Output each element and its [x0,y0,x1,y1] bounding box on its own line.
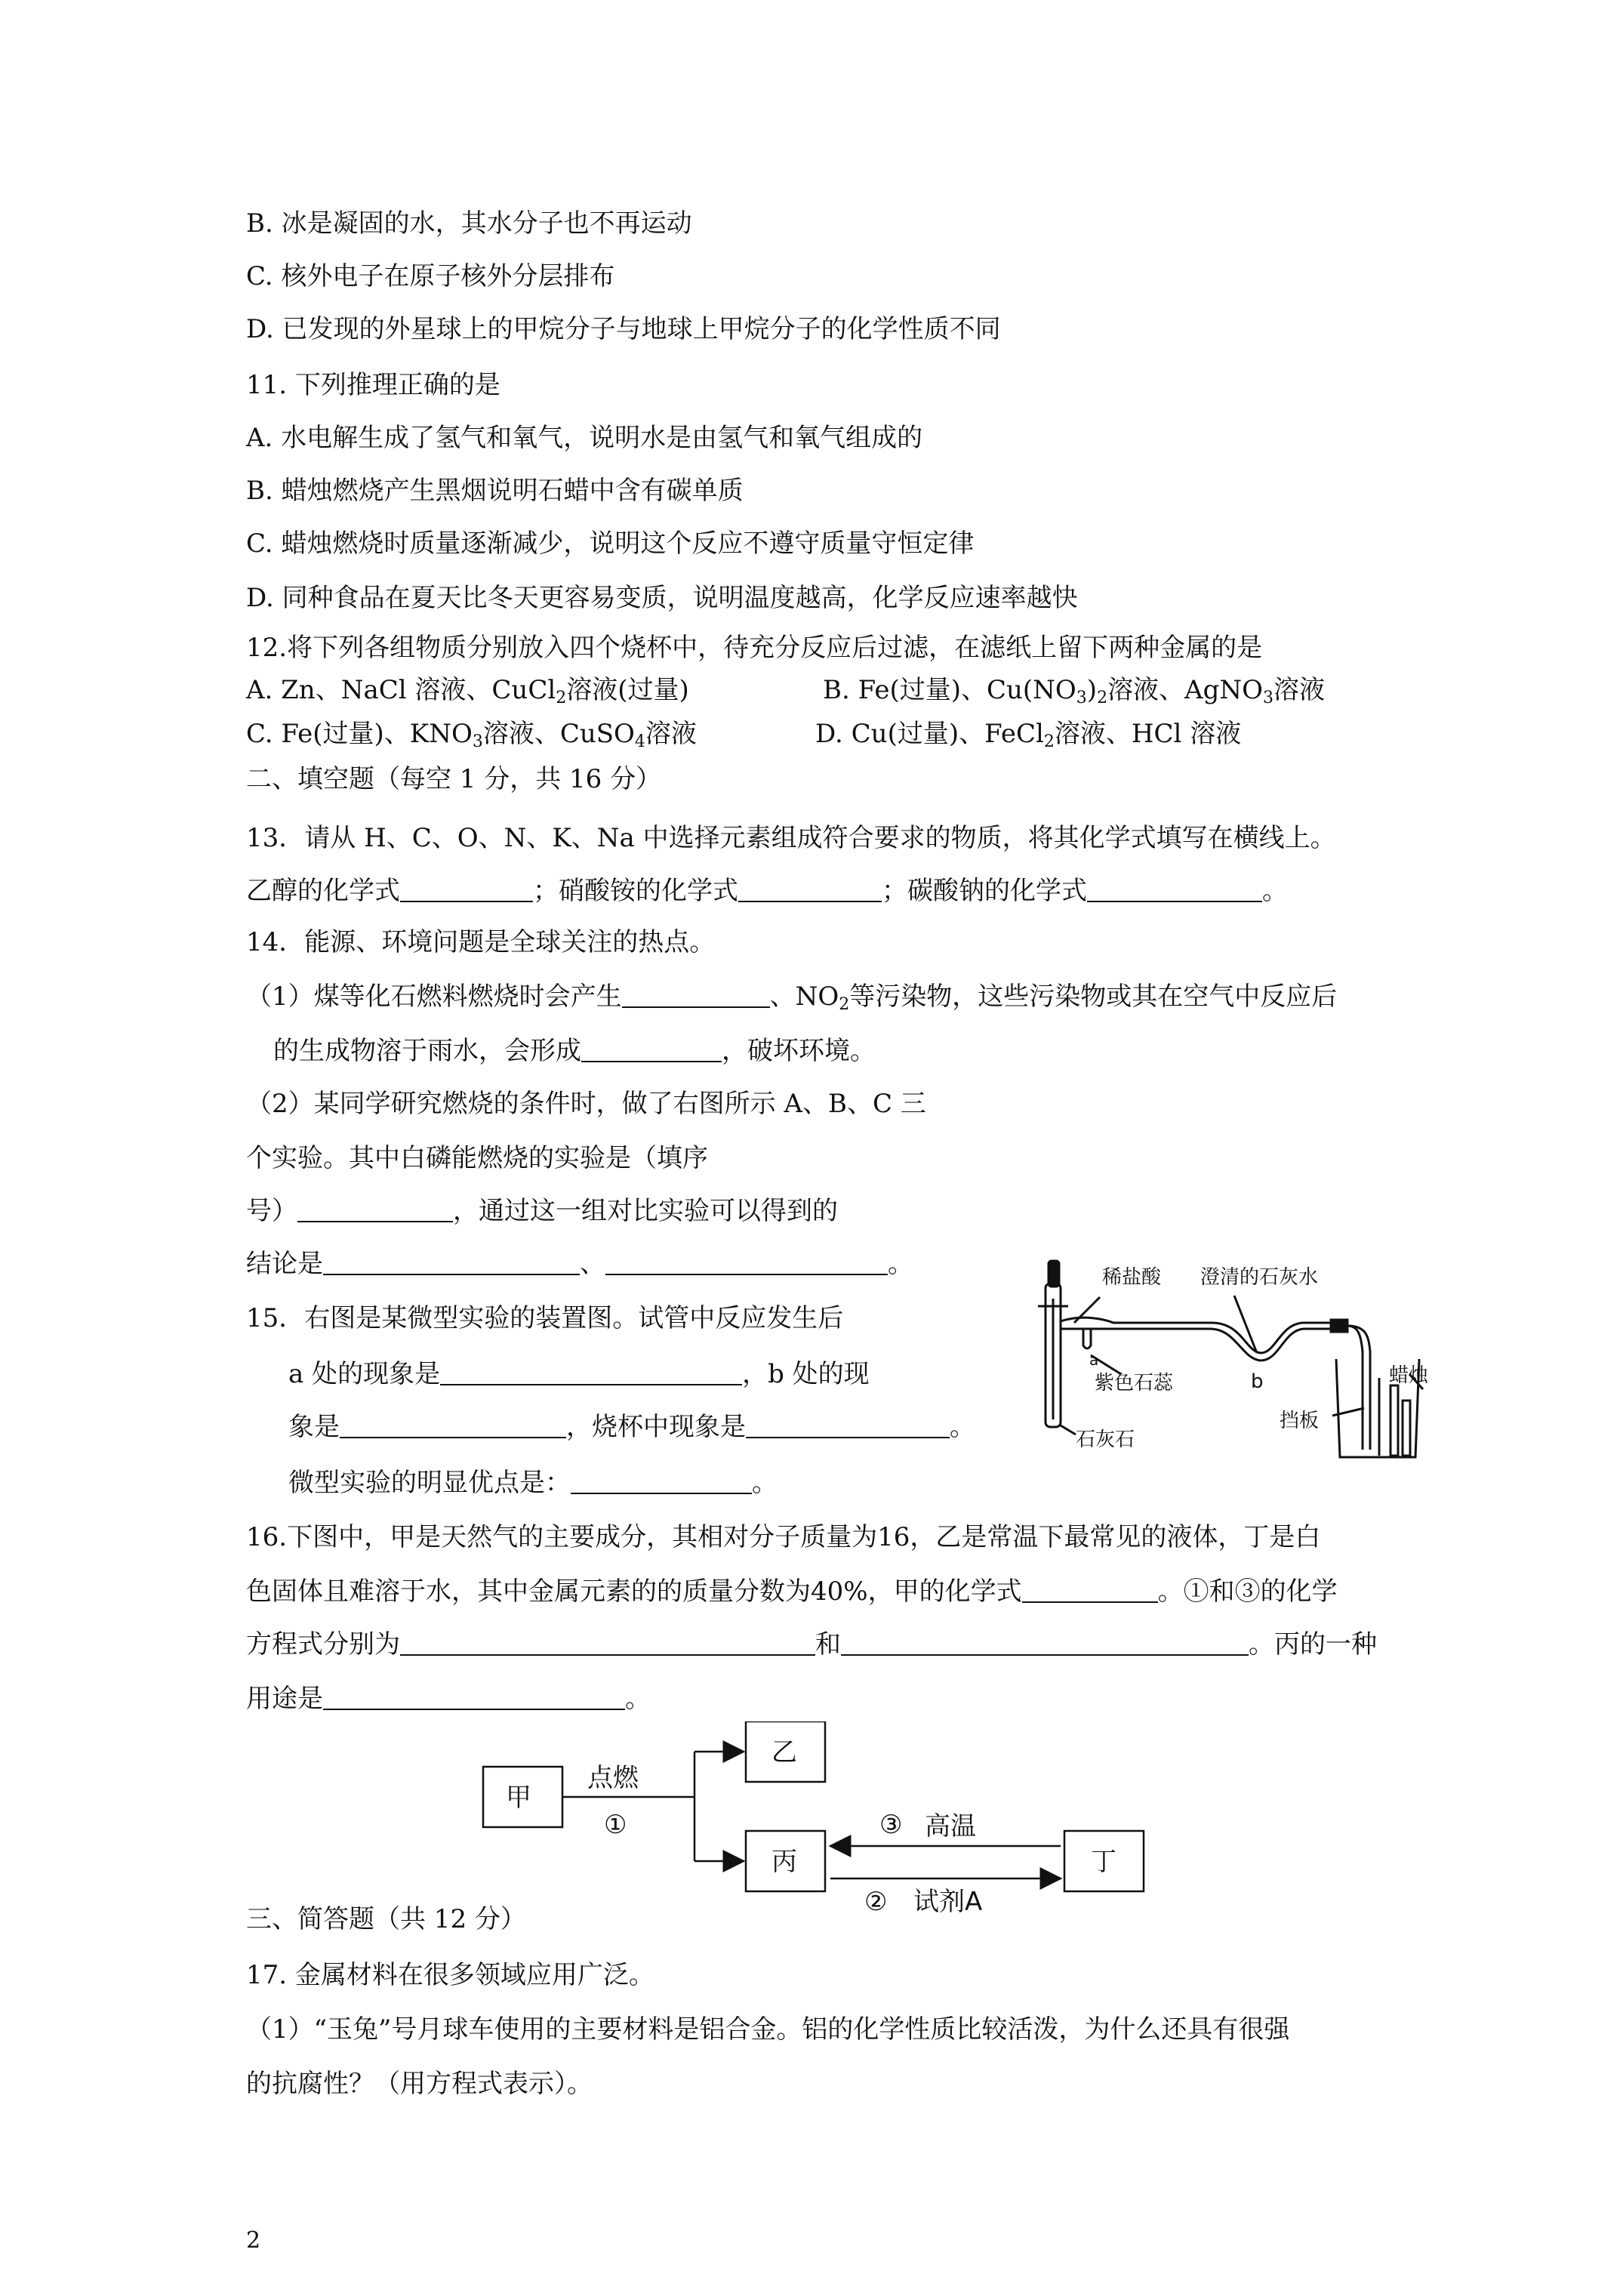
label-step1: ① [604,1810,627,1840]
q14-part2-line4: 结论是 、 。 [246,1249,913,1279]
q11-option-a: A. 水电解生成了氢气和氧气，说明水是由氢气和氧气组成的 [246,423,923,453]
label-step3: ③ [879,1810,903,1840]
label-a: a [1089,1351,1099,1369]
label-litmus: 紫色石蕊 [1095,1372,1174,1395]
section-3-heading: 三、简答题（共 12 分） [246,1904,526,1934]
answer-blank[interactable] [340,1414,566,1438]
q14-stem: 14．能源、环境问题是全球关注的热点。 [246,927,716,957]
answer-blank[interactable] [400,1632,815,1656]
q12-option-b: B. Fe(过量)、$Cu(NO_3)_2$溶液、AgNO$_3$溶液 [823,675,1326,707]
label-reagent-a: 试剂A [913,1887,983,1917]
q16-reaction-diagram [476,1721,1155,1918]
answer-blank[interactable] [400,878,533,902]
q17-stem: 17. 金属材料在很多领域应用广泛。 [246,1960,654,1990]
q14-part2-line1: （2）某同学研究燃烧的条件时，做了右图所示 A、B、C 三 [246,1089,926,1119]
q11-stem: 11. 下列推理正确的是 [246,370,500,400]
q15-line3: 象是 ，烧杯中现象是 。 [288,1412,975,1442]
q14-part1-line1: （1）煤等化石燃料燃烧时会产生 、$NO_2$等污染物，这些污染物或其在空气中反应后 [246,982,1338,1014]
q12-option-a: A. Zn、NaCl 溶液、CuCl$_2$溶液(过量) [246,675,689,707]
answer-blank[interactable] [323,1686,625,1710]
q12-option-c: C. Fe(过量)、$KNO_3$溶液、CuSO$_4$溶液 [246,719,697,751]
answer-blank[interactable] [841,1632,1249,1656]
micro-experiment-apparatus [1015,1253,1438,1465]
label-high-temp: 高温 [925,1811,976,1841]
q11-option-b: B. 蜡烛燃烧产生黑烟说明石蜡中含有碳单质 [246,476,744,506]
q13-line: 乙醇的化学式 ；硝酸铵的化学式 ；碳酸钠的化学式 。 [246,876,1288,906]
q10-option-b: B. 冰是凝固的水，其水分子也不再运动 [246,208,692,239]
answer-blank[interactable] [1022,1579,1158,1603]
label-limestone: 石灰石 [1076,1428,1135,1451]
label-b: b [1251,1370,1264,1393]
answer-blank[interactable] [440,1361,742,1385]
q12-option-d: D. Cu(过量)、FeCl$_2$溶液、HCl 溶液 [815,719,1242,751]
label-step2: ② [864,1887,888,1917]
answer-blank[interactable] [581,1038,722,1062]
label-candle: 蜡烛 [1389,1364,1429,1387]
answer-blank[interactable] [622,984,770,1008]
q16-line1: 16.下图中，甲是天然气的主要成分，其相对分子质量为16，乙是常温下最常见的液体，丁是白 [246,1522,1321,1552]
label-ignite: 点燃 [587,1763,639,1793]
q14-part2-line3: 号） ，通过这一组对比实验可以得到的 [246,1196,838,1226]
q14-part2-line2: 个实验。其中白磷能燃烧的实验是（填序 [246,1143,708,1173]
label-yi: 乙 [771,1737,797,1767]
q12-stem: 12.将下列各组物质分别放入四个烧杯中，待充分反应后过滤，在滤纸上留下两种金属的是 [246,633,1263,663]
q10-option-d: D. 已发现的外星球上的甲烷分子与地球上甲烷分子的化学性质不同 [246,314,1001,344]
label-ding: 丁 [1091,1847,1116,1877]
q15-line2: a 处的现象是 ，b 处的现 [288,1359,870,1389]
label-baffle: 挡板 [1280,1410,1320,1432]
answer-blank[interactable] [738,878,882,902]
answer-blank[interactable] [297,1198,453,1222]
q16-line3: 方程式分别为 和 。丙的一种 [246,1629,1377,1660]
label-limewater: 澄清的石灰水 [1200,1266,1319,1289]
q10-option-c: C. 核外电子在原子核外分层排布 [246,261,615,291]
label-bing: 丙 [771,1847,797,1877]
answer-blank[interactable] [323,1251,580,1275]
q17-part1-line1: （1）“玉兔”号月球车使用的主要材料是铝合金。铝的化学性质比较活泼，为什么还具有很强 [246,2014,1290,2045]
q14-part1-line2: 的生成物溶于雨水，会形成 ，破坏环境。 [273,1036,876,1066]
q11-option-c: C. 蜡烛燃烧时质量逐渐减少，说明这个反应不遵守质量守恒定律 [246,529,975,559]
answer-blank[interactable] [605,1251,888,1275]
q15-line4: 微型实验的明显优点是： 。 [288,1468,778,1498]
q15-line1: 15．右图是某微型实验的装置图。试管中反应发生后 [246,1303,844,1333]
q16-line2: 色固体且难溶于水，其中金属元素的的质量分数为40%，甲的化学式 。①和③的化学 [246,1576,1338,1607]
label-jia: 甲 [506,1783,531,1813]
page-number: 2 [246,2227,261,2254]
q11-option-d: D. 同种食品在夏天比冬天更容易变质，说明温度越高，化学反应速率越快 [246,583,1078,613]
q16-line4: 用途是 。 [246,1684,651,1714]
label-dilute-hcl: 稀盐酸 [1102,1266,1162,1289]
answer-blank[interactable] [746,1414,950,1438]
q13-stem: 13．请从 H、C、O、N、K、Na 中选择元素组成符合要求的物质，将其化学式填写在横线上。 [246,823,1336,853]
section-2-heading: 二、填空题（每空 1 分，共 16 分） [246,764,662,794]
answer-blank[interactable] [571,1470,752,1494]
answer-blank[interactable] [1087,878,1262,902]
q17-part1-line2: 的抗腐性？（用方程式表示）。 [246,2069,593,2099]
